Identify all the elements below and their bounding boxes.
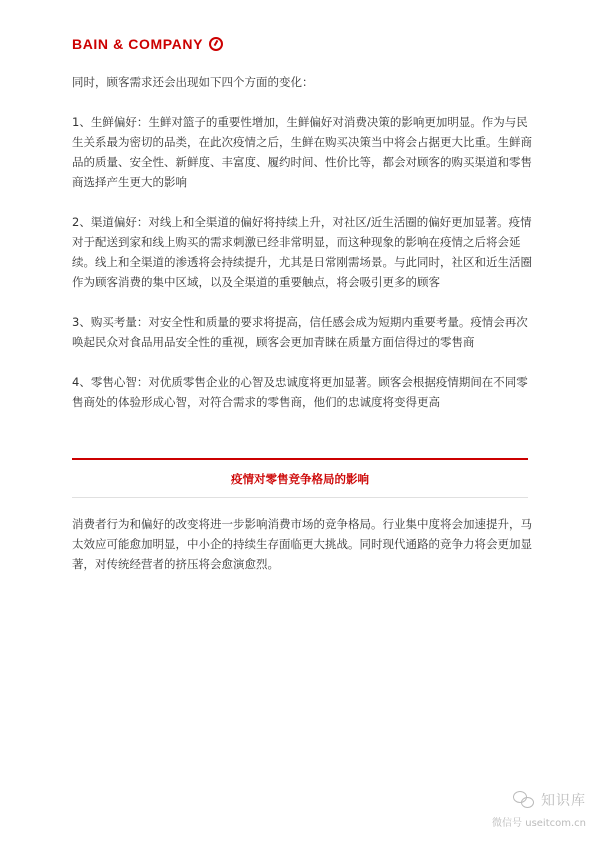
logo-mark-icon [209,37,223,51]
section-body: 消费者行为和偏好的改变将进一步影响消费市场的竞争格局。行业集中度将会加速提升，马太效应可能愈加明显，中小企的持续生存面临更大挑战。同时现代通路的竞争力将会更加显著，对传统经营者的挤压将会愈演愈烈。 [72,517,532,571]
watermark-name: 知识库 [541,793,586,809]
section-divider [72,458,528,460]
brand-logo [72,36,223,52]
wechat-icon [513,791,535,809]
watermark [492,790,586,829]
paragraph-fresh-food: 1、生鲜偏好：生鲜对篮子的重要性增加，生鲜偏好对消费决策的影响更加明显。作为与民生关系最为密切的品类，在此次疫情之后，生鲜在购买决策当中将会占据更大比重。生鲜商品的质量、安全性、新鲜度、丰富度、履约时间、性价比等，都会对顾客的购买渠道和零售商选择产生更大的影响 [72,115,532,189]
paragraph-channel: 2、渠道偏好：对线上和全渠道的偏好将持续上升，对社区/近生活圈的偏好更加显著。疫情对于配送到家和线上购买的需求刺激已经非常明显，而这种现象的影响在疫情之后将会延续。线上和全渠道的渗透将会持续提升，尤其是日常刚需场景。与此同时，社区和近生活圈作为顾客消费的集中区域，以及全渠道的重要触点，将会吸引更多的顾客 [72,215,532,289]
section-title: 疫情对零售竞争格局的影响 [231,472,369,486]
paragraph-mindshare: 4、零售心智：对优质零售企业的心智及忠诚度将更加显著。顾客会根据疫情期间在不同零售商处的体验形成心智，对符合需求的零售商，他们的忠诚度将变得更高 [72,375,528,409]
section-divider-thin [72,497,528,498]
logo-text: BAIN & COMPANY [72,36,204,52]
main-content [72,72,532,432]
watermark-sub: 微信号 useitcom.cn [492,818,586,829]
paragraph-purchase: 3、购买考量：对安全性和质量的要求将提高，信任感会成为短期内重要考量。疫情会再次唤起民众对食品用品安全性的重视，顾客会更加青睐在质量方面信得过的零售商 [72,315,528,349]
intro-text: 同时，顾客需求还会出现如下四个方面的变化： [72,75,314,89]
